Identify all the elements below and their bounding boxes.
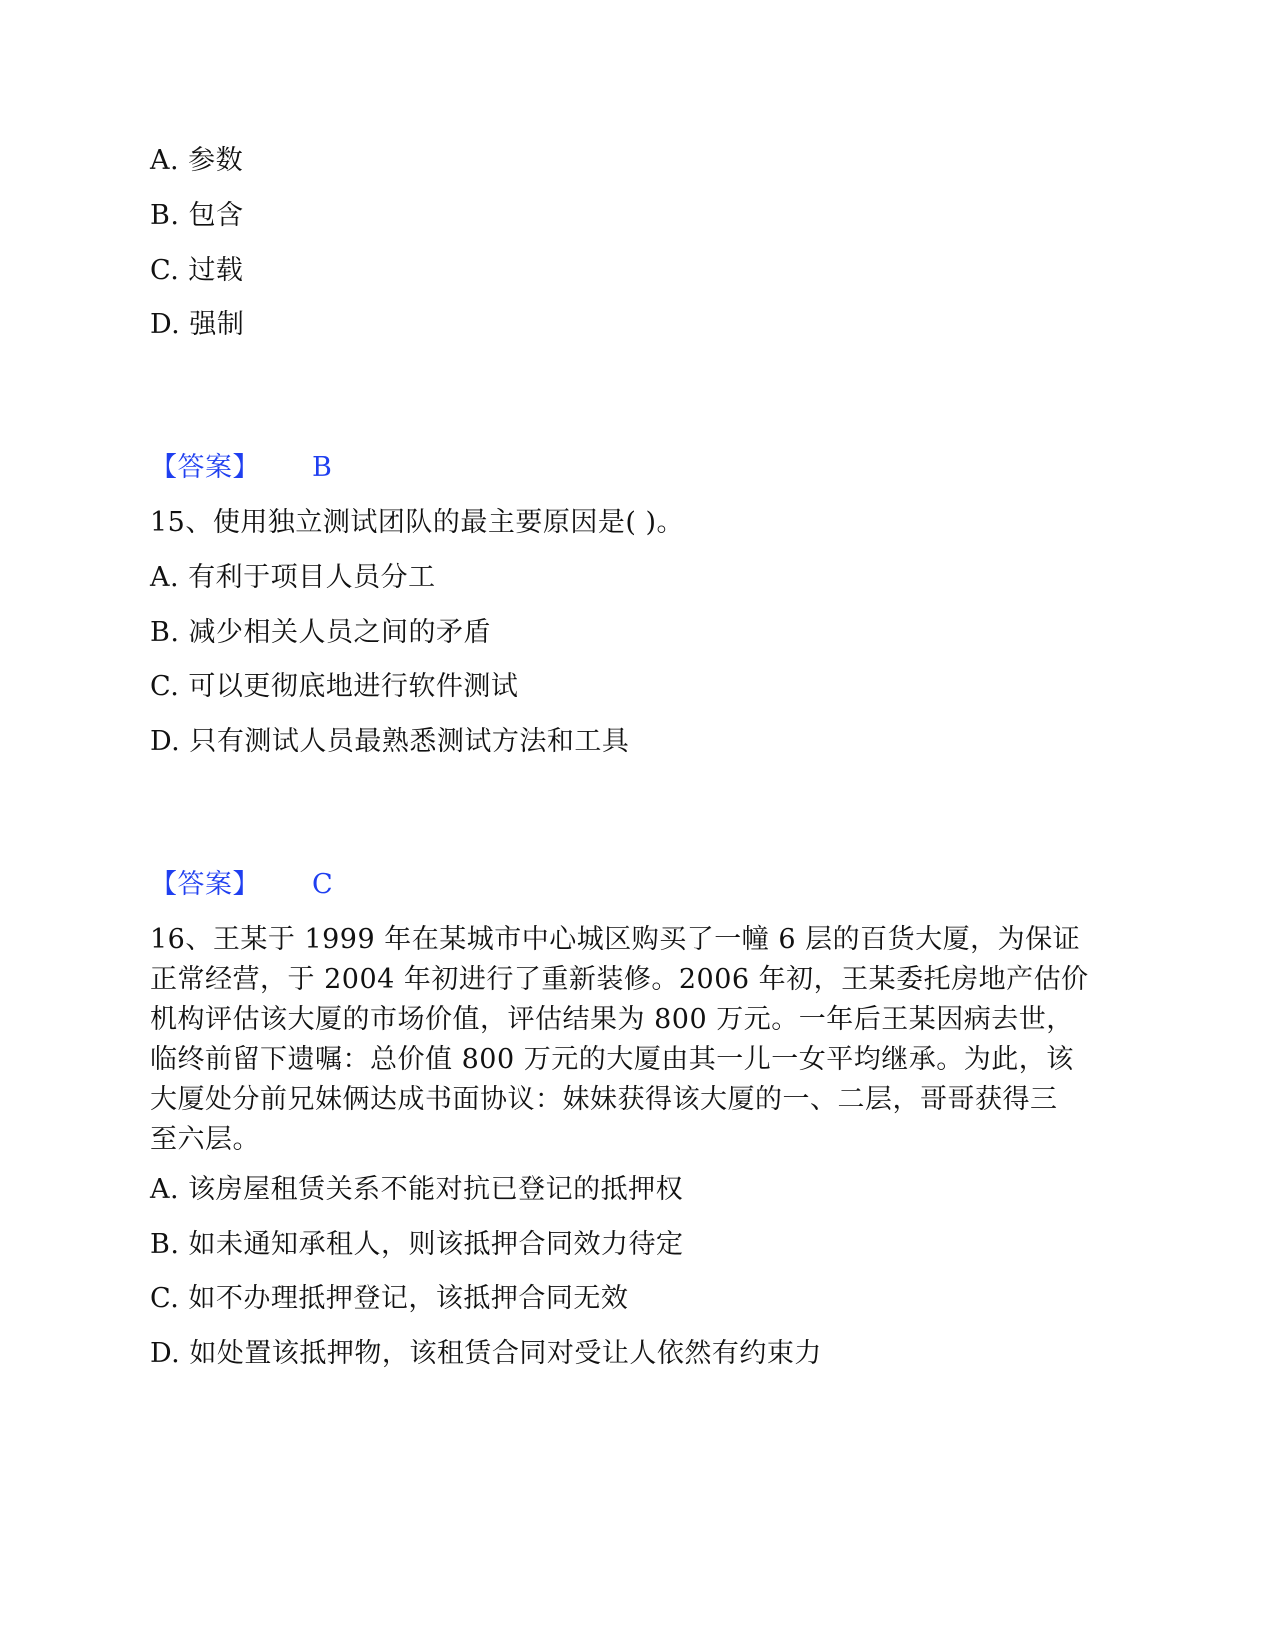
- q16-stem-line-1: 16、王某于 1999 年在某城市中心城区购买了一幢 6 层的百货大厦，为保证: [150, 924, 1081, 955]
- answer-label: 【答案】: [150, 452, 260, 483]
- q14-option-b: B. 包含: [150, 200, 244, 231]
- q15-option-c: C. 可以更彻底地进行软件测试: [150, 671, 519, 702]
- q15-option-a: A. 有利于项目人员分工: [150, 562, 436, 593]
- q16-stem-line-2: 正常经营，于 2004 年初进行了重新装修。2006 年初，王某委托房地产估价: [150, 964, 1089, 995]
- q15-option-d: D. 只有测试人员最熟悉测试方法和工具: [150, 726, 630, 757]
- q15-option-b: B. 减少相关人员之间的矛盾: [150, 617, 492, 648]
- q14-option-c: C. 过载: [150, 255, 244, 286]
- q14-option-a: A. 参数: [150, 145, 244, 176]
- q16-option-b: B. 如未通知承租人，则该抵押合同效力待定: [150, 1229, 684, 1260]
- answer-label: 【答案】: [150, 869, 260, 900]
- q16-option-d: D. 如处置该抵押物，该租赁合同对受让人依然有约束力: [150, 1338, 822, 1369]
- answer-14: [150, 450, 332, 486]
- q16-stem-line-6: 至六层。: [150, 1124, 260, 1155]
- answer-value: C: [312, 869, 334, 900]
- q16-stem-line-5: 大厦处分前兄妹俩达成书面协议：妹妹获得该大厦的一、二层，哥哥获得三: [150, 1084, 1058, 1115]
- answer-15: [150, 867, 333, 903]
- q16-option-a: A. 该房屋租赁关系不能对抗已登记的抵押权: [150, 1174, 684, 1205]
- q16-option-c: C. 如不办理抵押登记，该抵押合同无效: [150, 1283, 629, 1314]
- q16-stem-line-3: 机构评估该大厦的市场价值，评估结果为 800 万元。一年后王某因病去世，: [150, 1004, 1074, 1035]
- q15-stem: 15、使用独立测试团队的最主要原因是( )。: [150, 507, 685, 538]
- q16-stem-line-4: 临终前留下遗嘱：总价值 800 万元的大厦由其一儿一女平均继承。为此，该: [150, 1044, 1074, 1075]
- answer-value: B: [312, 452, 333, 483]
- q14-option-d: D. 强制: [150, 309, 245, 340]
